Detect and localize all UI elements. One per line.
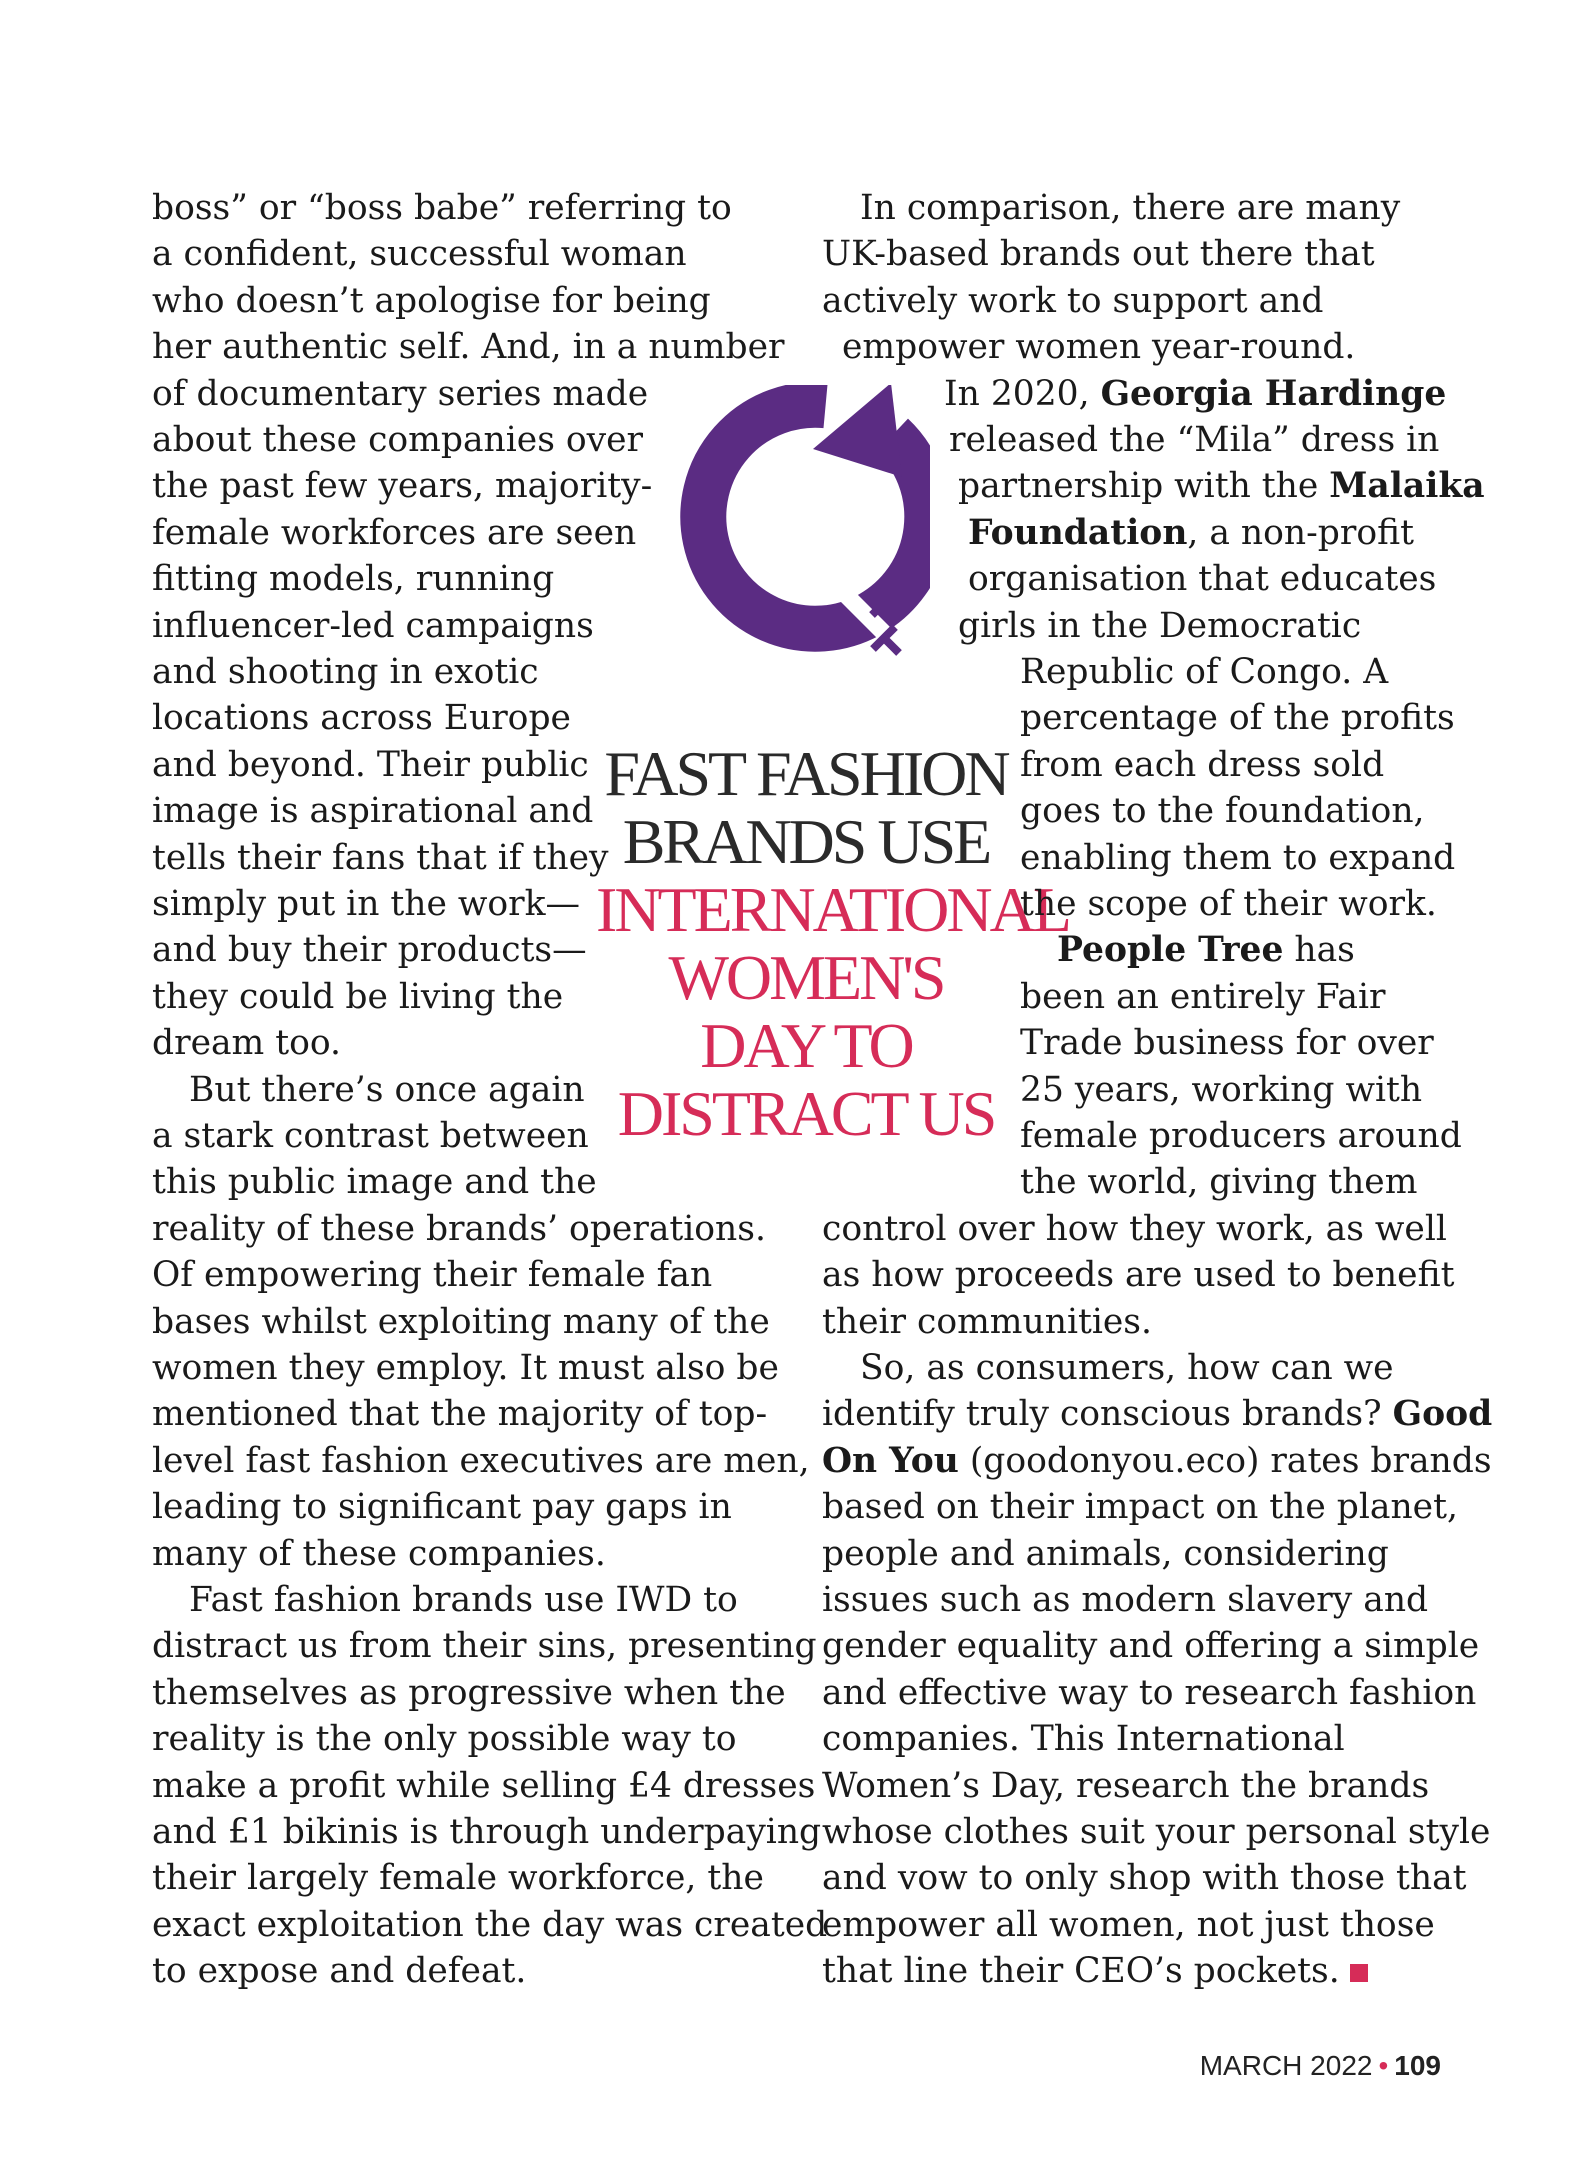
text-line: actively work to support and — [822, 280, 1324, 321]
text-line: who doesn’t apologise for being — [152, 280, 711, 321]
text-segment: has — [1283, 930, 1355, 971]
text-line: organisation that educates — [968, 559, 1437, 600]
text-line: Women’s Day, research the brands — [822, 1765, 1430, 1806]
text-line: tells their fans that if they — [152, 837, 609, 878]
text-line — [1057, 927, 1355, 973]
text-line: make a profit while selling £4 dresses — [152, 1765, 816, 1806]
text-line: leading to significant pay gaps in — [152, 1487, 732, 1528]
text-line: empower women year-round. — [842, 327, 1356, 368]
text-line: goes to the foundation, — [1020, 791, 1425, 832]
text-line — [958, 463, 1485, 509]
text-line: the past few years, majority- — [152, 466, 653, 507]
pull-quote-line-highlight: DISTRACT US — [617, 1078, 995, 1149]
text-line: issues such as modern slavery and — [822, 1580, 1429, 1620]
page-footer — [1200, 2050, 1441, 2082]
text-line: based on their impact on the planet, — [822, 1487, 1458, 1528]
text-line: Of empowering their female fan — [152, 1255, 713, 1296]
text-segment: In 2020, — [944, 373, 1101, 414]
text-line: they could be living the — [152, 976, 564, 1017]
text-line: their largely female workforce, the — [152, 1858, 764, 1899]
text-line — [944, 371, 1446, 417]
pull-quote-line: FAST FASHION — [604, 738, 1008, 809]
text-line: and effective way to research fashion — [822, 1672, 1477, 1713]
text-line: dream too. — [152, 1023, 342, 1064]
text-line: female producers around — [1020, 1116, 1462, 1156]
text-line: 25 years, working with — [1020, 1069, 1423, 1110]
text-line: distract us from their sins, presenting — [152, 1626, 817, 1667]
text-line: Fast fashion brands use IWD to — [189, 1580, 738, 1620]
pull-quote-line: BRANDS USE — [622, 806, 990, 877]
text-line: girls in the Democratic — [958, 605, 1362, 646]
text-line: themselves as progressive when the — [152, 1672, 786, 1713]
text-line: mentioned that the majority of top- — [152, 1394, 768, 1435]
text-segment: that line their CEO’s pockets. — [822, 1951, 1340, 1992]
brand-name: Good — [1392, 1394, 1493, 1435]
text-line: about these companies over — [152, 420, 644, 460]
text-line: exact exploitation the day was created — [152, 1904, 828, 1945]
text-line: this public image and the — [152, 1162, 597, 1203]
text-line: female workforces are seen — [152, 512, 637, 553]
text-line: and £1 bikinis is through underpaying — [152, 1812, 822, 1852]
text-line: to expose and defeat. — [152, 1951, 527, 1992]
text-line: the world, giving them — [1020, 1162, 1418, 1203]
issue-date: MARCH 2022 — [1199, 2050, 1373, 2081]
text-segment: partnership with the — [958, 466, 1330, 507]
text-line: So, as consumers, how can we — [860, 1348, 1394, 1388]
text-line: empower all women, not just those — [822, 1904, 1435, 1945]
text-line: influencer-led campaigns — [152, 605, 594, 646]
text-line: fitting models, running — [152, 559, 555, 600]
text-line: of documentary series made — [152, 373, 649, 414]
text-line: and vow to only shop with those that — [822, 1858, 1467, 1899]
text-line: a confident, successful woman — [152, 234, 687, 275]
text-line — [968, 510, 1414, 556]
text-line: level fast fashion executives are men, — [152, 1440, 810, 1481]
text-line: bases whilst exploiting many of the — [152, 1301, 770, 1342]
text-segment: identify truly conscious brands? — [822, 1394, 1393, 1435]
pull-quote-line-highlight: DAY TO — [700, 1010, 912, 1081]
text-line: Republic of Congo. A — [1020, 652, 1389, 692]
text-line: enabling them to expand — [1020, 837, 1456, 878]
text-line: from each dress sold — [1020, 744, 1385, 785]
brand-name: On You — [822, 1440, 959, 1481]
brand-name: People Tree — [1057, 930, 1284, 971]
text-line: released the “Mila” dress in — [949, 420, 1440, 460]
article-column-right — [822, 185, 1493, 2015]
page-number: 109 — [1394, 2050, 1441, 2081]
text-line: In comparison, there are many — [860, 188, 1401, 228]
separator-dot: • — [1378, 2050, 1389, 2081]
text-line: the scope of their work. — [1020, 884, 1437, 924]
text-line: women they employ. It must also be — [152, 1348, 779, 1388]
text-line: image is aspirational and — [152, 791, 594, 832]
organisation-name: Malaika — [1329, 466, 1485, 507]
end-square-icon — [1350, 1964, 1368, 1982]
text-line: reality is the only possible way to — [152, 1719, 737, 1760]
organisation-name: Foundation — [968, 512, 1188, 553]
text-line: boss” or “boss babe” referring to — [152, 188, 732, 228]
text-line: a stark contrast between — [152, 1116, 589, 1156]
pull-quote-line-highlight: WOMEN'S — [668, 942, 944, 1013]
text-line: simply put in the work— — [152, 884, 581, 924]
text-line — [822, 1438, 1492, 1484]
text-line: their communities. — [822, 1301, 1152, 1342]
text-line: reality of these brands’ operations. — [152, 1208, 766, 1249]
pull-quote-line-highlight: INTERNATIONAL — [596, 874, 1069, 945]
text-line: whose clothes suit your personal style — [822, 1812, 1491, 1852]
text-line: and shooting in exotic — [152, 652, 539, 692]
text-line: her authentic self. And, in a number — [152, 327, 785, 368]
text-line: many of these companies. — [152, 1533, 606, 1574]
text-line: control over how they work, as well — [822, 1208, 1447, 1249]
text-line: companies. This International — [822, 1719, 1345, 1760]
text-line: locations across Europe — [152, 698, 571, 739]
text-line: gender equality and offering a simple — [822, 1626, 1480, 1667]
text-line: and buy their products— — [152, 930, 587, 971]
text-line: Trade business for over — [1020, 1023, 1434, 1064]
text-line: UK-based brands out there that — [822, 234, 1375, 275]
text-line: But there’s once again — [189, 1069, 585, 1110]
text-segment: (goodonyou.eco) rates brands — [958, 1440, 1492, 1481]
brand-name: Georgia Hardinge — [1100, 373, 1447, 414]
text-line: as how proceeds are used to benefit — [822, 1255, 1455, 1296]
text-line — [822, 1391, 1492, 1437]
text-line: been an entirely Fair — [1020, 976, 1386, 1017]
text-line: people and animals, considering — [822, 1533, 1389, 1574]
text-line: percentage of the profits — [1020, 698, 1455, 739]
text-segment: , a non-profit — [1187, 512, 1414, 553]
text-line: and beyond. Their public — [152, 744, 589, 785]
text-line — [822, 1948, 1368, 1994]
